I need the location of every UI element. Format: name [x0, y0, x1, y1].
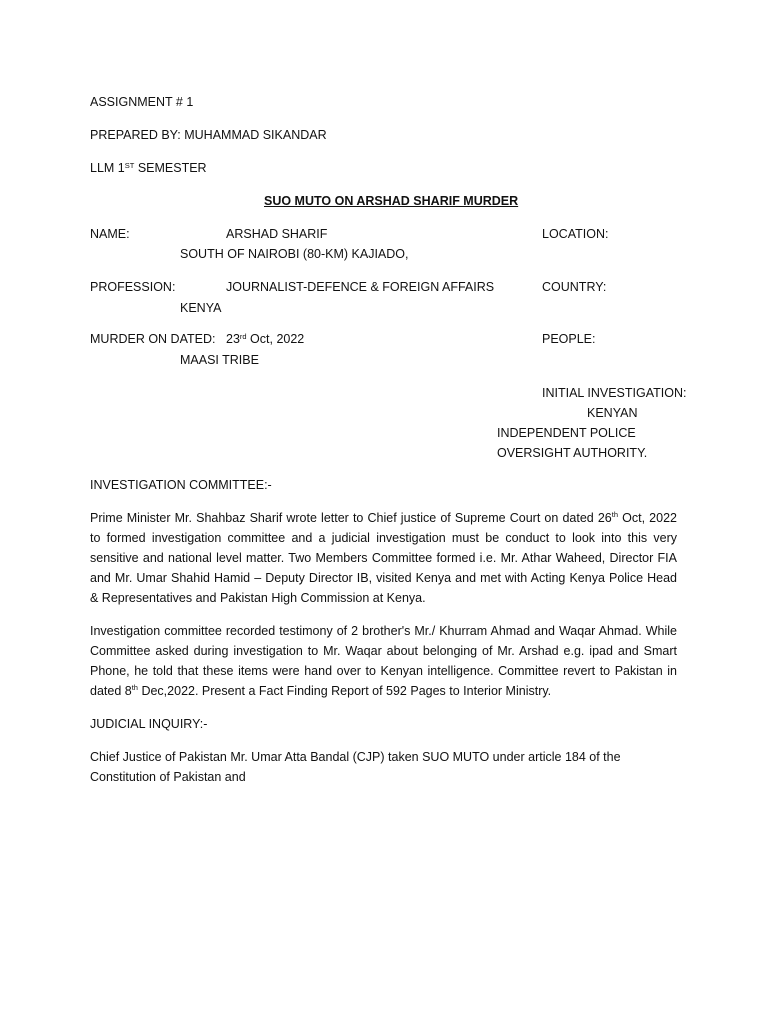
name-label: NAME: [90, 227, 130, 241]
prepared-by: PREPARED BY: MUHAMMAD SIKANDAR [90, 128, 327, 142]
document-title: SUO MUTO ON ARSHAD SHARIF MURDER [264, 194, 519, 208]
murder-date-label: MURDER ON DATED: [90, 332, 216, 346]
profession-value: JOURNALIST-DEFENCE & FOREIGN AFFAIRS [226, 280, 495, 294]
investigation-paragraph-1 [90, 508, 677, 608]
semester-suffix: SEMESTER [134, 161, 207, 175]
murder-day-superscript: rd [239, 332, 247, 341]
paragraph-2-text-b: Dec,2022. Present a Fact Finding Report of 592 Pages to Interior Ministry. [137, 684, 552, 698]
initial-investigation-value-line-2: INDEPENDENT POLICE [497, 426, 636, 440]
people-value: MAASI TRIBE [180, 353, 259, 367]
murder-day: 23 [226, 332, 240, 346]
initial-investigation-value-line-1: KENYAN [587, 406, 638, 420]
initial-investigation-label: INITIAL INVESTIGATION: [542, 386, 687, 400]
semester-prefix: LLM 1 [90, 161, 125, 175]
judicial-inquiry-heading: JUDICIAL INQUIRY:- [90, 717, 208, 731]
name-value: ARSHAD SHARIF [226, 227, 328, 241]
judicial-paragraph-line-2: Constitution of Pakistan and [90, 770, 246, 784]
semester-superscript: ST [124, 161, 135, 170]
judicial-paragraph-line-1: Chief Justice of Pakistan Mr. Umar Atta Bandal (CJP) taken SUO MUTO under article 184 of the [90, 750, 621, 764]
assignment-number: ASSIGNMENT # 1 [90, 95, 194, 109]
location-label: LOCATION: [542, 227, 609, 241]
paragraph-1-superscript: th [611, 510, 619, 519]
paragraph-2-text-a: Investigation committee recorded testimony of 2 brother's Mr./ Khurram Ahmad and Waqar Ahmad. While Committee asked during investigation to Mr. Waqar about belonging of Mr. Arshad e.g. ipad and Smart Phone, he told that these items were hand over to Kenyan intelligence. Committee revert to Pakistan in dated 8 [90, 624, 677, 698]
murder-date-value [226, 332, 304, 347]
people-label: PEOPLE: [542, 332, 596, 346]
country-label: COUNTRY: [542, 280, 607, 294]
profession-label: PROFESSION: [90, 280, 176, 294]
initial-investigation-value-line-3: OVERSIGHT AUTHORITY. [497, 446, 648, 460]
country-value: KENYA [180, 301, 222, 315]
investigation-committee-heading: INVESTIGATION COMMITTEE:- [90, 478, 272, 492]
semester [90, 161, 207, 176]
investigation-paragraph-2 [90, 621, 677, 701]
paragraph-2-superscript: th [131, 683, 138, 692]
murder-month-year: Oct, 2022 [246, 332, 305, 346]
paragraph-1-text-a: Prime Minister Mr. Shahbaz Sharif wrote letter to Chief justice of Supreme Court on dated 26 [90, 511, 612, 525]
location-value: SOUTH OF NAIROBI (80-KM) KAJIADO, [180, 247, 409, 261]
paragraph-1-text-b: Oct, 2022 to formed investigation committee and a judicial investigation must be conduct to look into this very sensitive and national level matter. Two Members Committee formed i.e. Mr. Athar Waheed, Director FIA and Mr. Umar Shahid Hamid – Deputy Director IB, visited Kenya and met with Acting Kenya Police Head & Representatives and Pakistan High Commission at Kenya. [90, 511, 677, 605]
